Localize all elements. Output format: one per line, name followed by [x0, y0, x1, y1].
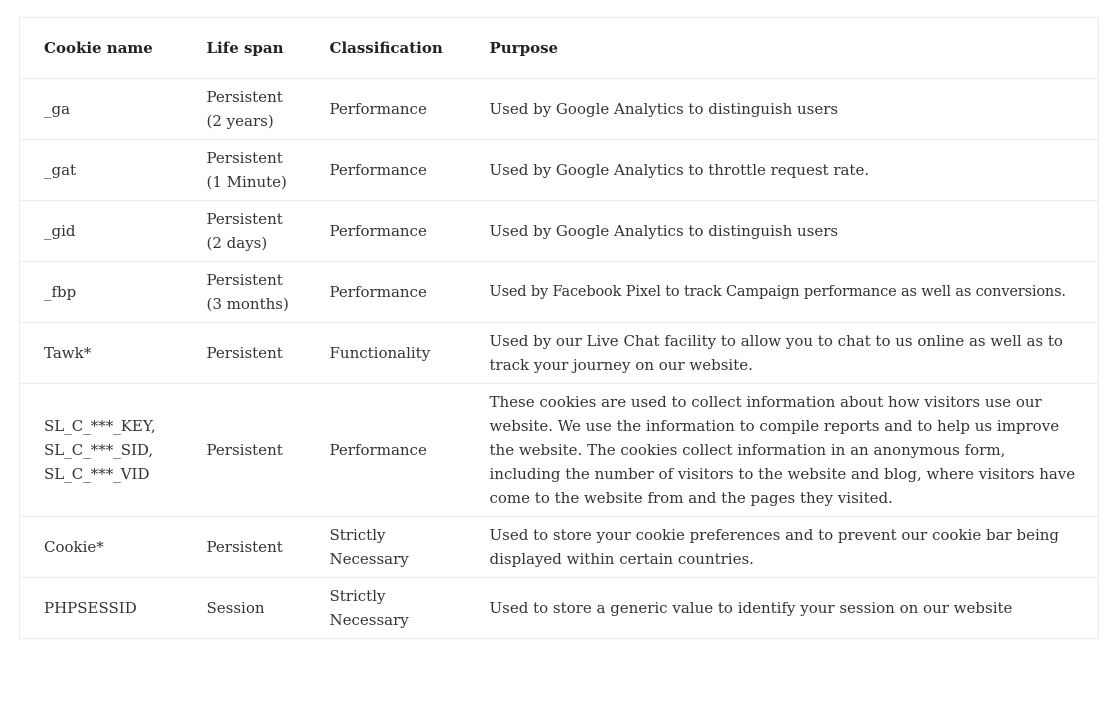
- cookie-name-cell: Cookie*: [20, 517, 187, 578]
- cookie-name-cell: SL_C_***_KEY, SL_C_***_SID, SL_C_***_VID: [20, 384, 187, 517]
- classification-cell: Performance: [306, 140, 466, 201]
- cookie-name-cell: _gid: [20, 201, 187, 262]
- header-classification: Classification: [306, 18, 466, 79]
- life-span-cell: Session: [187, 578, 306, 639]
- classification-cell: Strictly Necessary: [306, 517, 466, 578]
- classification-cell: Performance: [306, 201, 466, 262]
- life-span-cell: Persistent: [187, 517, 306, 578]
- classification-cell: Functionality: [306, 323, 466, 384]
- header-purpose: Purpose: [466, 18, 1099, 79]
- table-row: [20, 262, 1099, 323]
- classification-cell: Performance: [306, 384, 466, 517]
- cookie-name-cell: PHPSESSID: [20, 578, 187, 639]
- purpose-cell: These cookies are used to collect information about how visitors use our website. We use the information to compile reports and to help us improve the website. The cookies collect information in an anonymous form, including the number of visitors to the website and blog, where visitors have come to the website from and the pages they visited.: [466, 384, 1099, 517]
- purpose-cell: Used to store a generic value to identify your session on our website: [466, 578, 1099, 639]
- classification-cell: Strictly Necessary: [306, 578, 466, 639]
- purpose-cell: Used to store your cookie preferences and to prevent our cookie bar being displayed within certain countries.: [466, 517, 1099, 578]
- life-span-cell: Persistent (2 years): [187, 79, 306, 140]
- life-span-cell: Persistent: [187, 384, 306, 517]
- purpose-cell: Used by Google Analytics to distinguish users: [466, 79, 1099, 140]
- table-row: [20, 140, 1099, 201]
- cookie-name-cell: Tawk*: [20, 323, 187, 384]
- life-span-cell: Persistent (2 days): [187, 201, 306, 262]
- cookie-table-container: [19, 17, 1098, 639]
- cookie-name-cell: _fbp: [20, 262, 187, 323]
- table-row: [20, 79, 1099, 140]
- classification-cell: Performance: [306, 79, 466, 140]
- table-row: [20, 578, 1099, 639]
- cookie-table: [19, 17, 1099, 639]
- purpose-cell: Used by Facebook Pixel to track Campaign performance as well as conversions.: [466, 262, 1099, 323]
- table-row: [20, 384, 1099, 517]
- table-row: [20, 201, 1099, 262]
- classification-cell: Performance: [306, 262, 466, 323]
- purpose-cell: Used by Google Analytics to throttle request rate.: [466, 140, 1099, 201]
- purpose-cell: Used by Google Analytics to distinguish users: [466, 201, 1099, 262]
- purpose-cell: Used by our Live Chat facility to allow you to chat to us online as well as to track your journey on our website.: [466, 323, 1099, 384]
- header-life-span: Life span: [187, 18, 306, 79]
- table-header-row: [20, 18, 1099, 79]
- cookie-name-cell: _ga: [20, 79, 187, 140]
- life-span-cell: Persistent: [187, 323, 306, 384]
- table-row: [20, 323, 1099, 384]
- life-span-cell: Persistent (1 Minute): [187, 140, 306, 201]
- cookie-name-cell: _gat: [20, 140, 187, 201]
- table-row: [20, 517, 1099, 578]
- life-span-cell: Persistent (3 months): [187, 262, 306, 323]
- header-cookie-name: Cookie name: [20, 18, 187, 79]
